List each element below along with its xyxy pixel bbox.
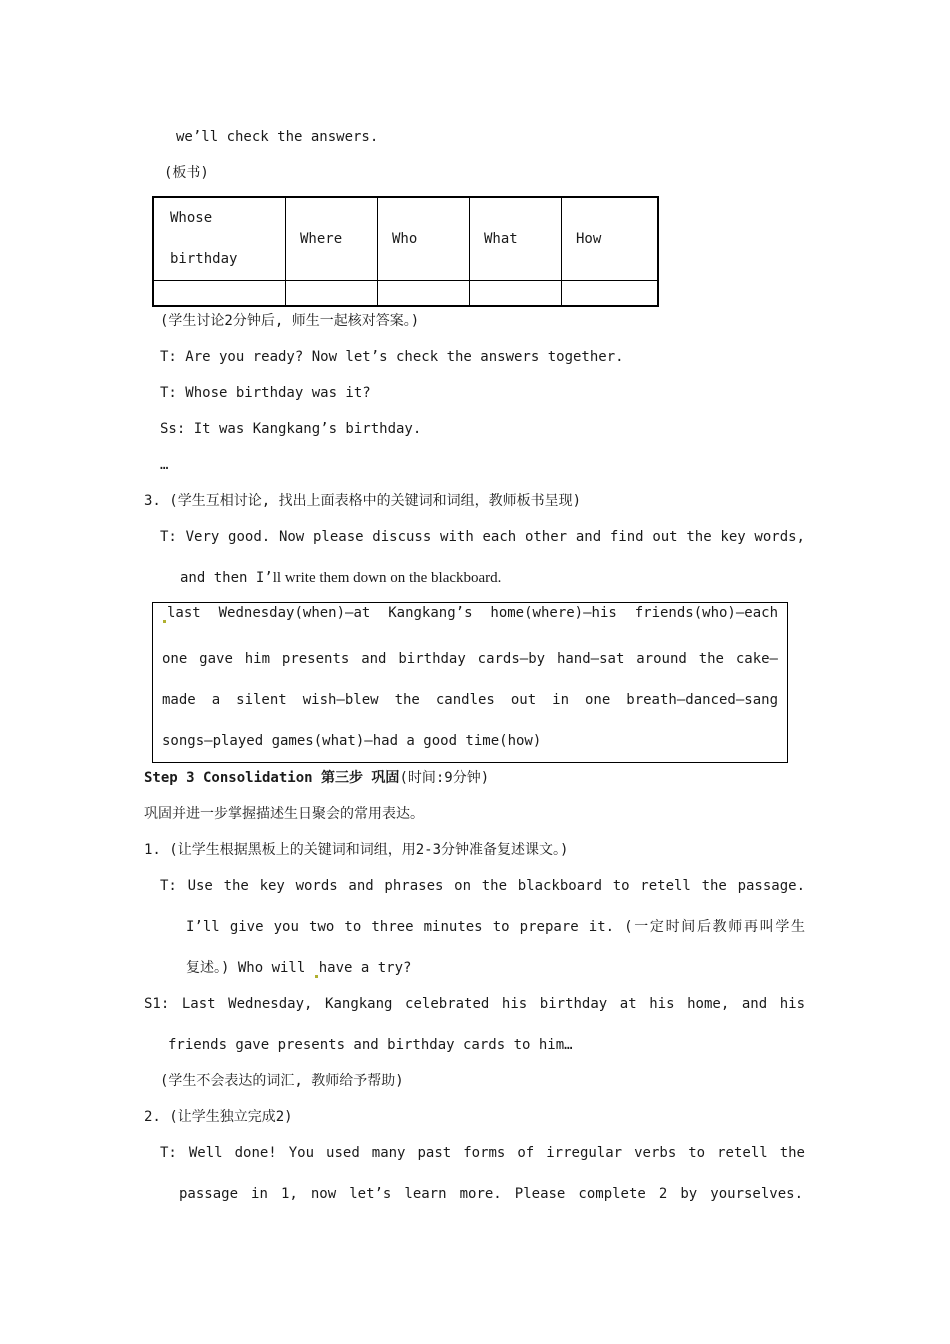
table-header-cell: Whose birthday — [153, 197, 286, 281]
section-heading: Step 3 Consolidation 第三步 巩固(时间:9分钟) — [144, 770, 490, 786]
table-row — [153, 281, 658, 307]
table-cell — [286, 281, 378, 307]
text-line: 3. (学生互相讨论, 找出上面表格中的关键词和词组，教师板书呈现) — [144, 493, 581, 509]
text-line: I’ll give you two to three minutes to prepare it. (一定时间后教师再叫学生 — [186, 919, 805, 935]
text-line: 复述。) Who will have a try? — [186, 960, 412, 976]
table-cell — [378, 281, 470, 307]
text-line: (学生不会表达的词汇, 教师给予帮助) — [160, 1073, 404, 1089]
key-words-line: last Wednesday(when)—at Kangkang’s home(where)—his friends(who)—each — [162, 603, 778, 623]
blackboard-table — [152, 196, 659, 307]
text-line: T: Very good. Now please discuss with each other and find out the key words, — [160, 529, 805, 545]
text-line: (学生讨论2分钟后, 师生一起核对答案。) — [160, 313, 420, 329]
key-words-line: songs—played games(what)—had a good time(how) — [162, 733, 542, 749]
text-line: we’ll check the answers. — [176, 129, 379, 145]
text-line: (板书) — [164, 165, 209, 181]
table-cell — [153, 281, 286, 307]
text-line: 2. (让学生独立完成2) — [144, 1109, 293, 1125]
key-words-box — [152, 602, 788, 763]
table-header-cell: Where — [286, 197, 378, 281]
edit-mark — [315, 975, 318, 978]
table-header-row — [153, 197, 658, 281]
text-line: and then I’ll write them down on the blackboard. — [180, 570, 502, 586]
key-words-line: one gave him presents and birthday cards—by hand—sat around the cake— — [162, 651, 778, 667]
edit-mark — [163, 620, 166, 623]
text-line: 巩固并进一步掌握描述生日聚会的常用表达。 — [144, 806, 424, 822]
ellipsis: … — [160, 457, 169, 473]
table-header-cell: Who — [378, 197, 470, 281]
table-cell — [470, 281, 562, 307]
text-line: T: Whose birthday was it? — [160, 385, 371, 401]
text-line: T: Are you ready? Now let’s check the answers together. — [160, 349, 624, 365]
key-words-line: made a silent wish—blew the candles out in one breath—danced—sang — [162, 692, 778, 708]
table-cell — [562, 281, 659, 307]
text-line: T: Well done! You used many past forms of irregular verbs to retell the — [160, 1145, 805, 1161]
table-header-cell: How — [562, 197, 659, 281]
text-line: friends gave presents and birthday cards to him… — [168, 1037, 573, 1053]
text-line: T: Use the key words and phrases on the blackboard to retell the passage. — [160, 878, 805, 894]
text-line: 1. (让学生根据黑板上的关键词和词组，用2-3分钟准备复述课文。) — [144, 842, 569, 858]
table-header-cell: What — [470, 197, 562, 281]
text-line: S1: Last Wednesday, Kangkang celebrated his birthday at his home, and his — [144, 996, 805, 1012]
text-line: passage in 1, now let’s learn more. Please complete 2 by yourselves. — [179, 1186, 803, 1202]
text-line: Ss: It was Kangkang’s birthday. — [160, 421, 422, 437]
